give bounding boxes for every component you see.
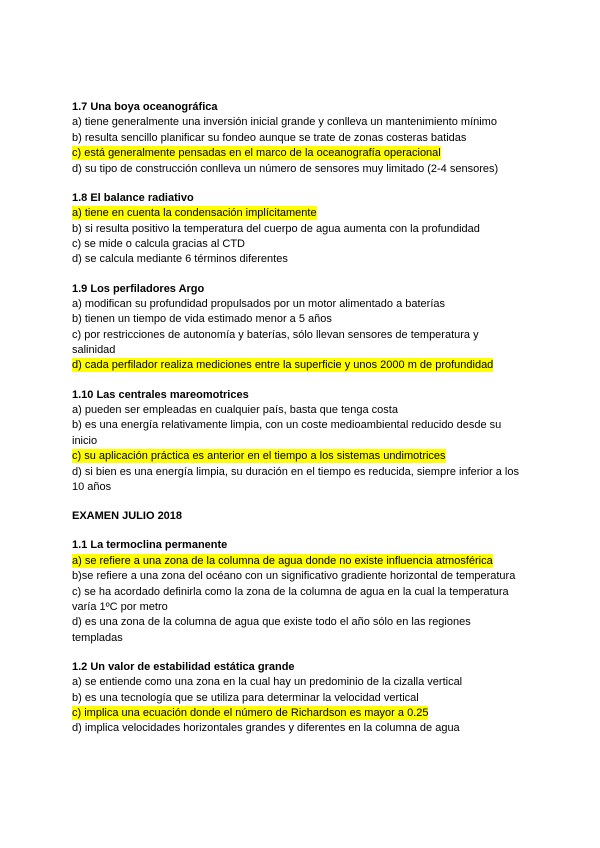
option-line <box>72 449 528 464</box>
option-a <box>72 675 528 690</box>
option-line <box>72 131 528 146</box>
question-heading: 1.9 Los perfiladores Argo <box>72 282 205 295</box>
option-a <box>72 115 528 130</box>
option-text: c) se mide o calcula gracias al CTD <box>72 237 246 250</box>
option-line <box>72 252 528 267</box>
option-text: 10 años <box>72 480 112 493</box>
option-text: a) pueden ser empleadas en cualquier país, basta que tenga costa <box>72 404 398 417</box>
option-text: c) se ha acordado definirla como la zona de la columna de agua en la cual la temperatura <box>72 585 509 598</box>
option-text: d) su tipo de construcción conlleva un número de sensores muy limitado (2-4 sensores) <box>72 162 499 175</box>
option-a <box>72 206 528 221</box>
option-text: d) implica velocidades horizontales grandes y diferentes en la columna de agua <box>72 722 460 735</box>
option-line <box>72 706 528 721</box>
option-text: b)se refiere a una zona del océano con un significativo gradiente horizontal de temperatura <box>72 570 516 583</box>
option-line <box>72 146 528 161</box>
option-b <box>72 569 528 584</box>
option-text: b) si resulta positivo la temperatura del cuerpo de agua aumenta con la profundidad <box>72 222 480 235</box>
option-text: b) es una energía relativamente limpia, con un coste medioambiental reducido desde su <box>72 419 502 432</box>
option-text: inicio <box>72 434 98 447</box>
option-b <box>72 418 528 449</box>
option-b <box>72 691 528 706</box>
option-text: a) se refiere a una zona de la columna de agua donde no existe influencia atmosférica <box>72 554 493 567</box>
question-heading: 1.2 Un valor de estabilidad estática grande <box>72 660 295 673</box>
option-line <box>72 343 528 358</box>
option-line <box>72 237 528 252</box>
option-line <box>72 480 528 495</box>
option-text: c) por restricciones de autonomía y baterías, sólo llevan sensores de temperatura y <box>72 328 479 341</box>
option-d <box>72 721 528 736</box>
option-c <box>72 146 528 161</box>
option-d <box>72 465 528 496</box>
option-d <box>72 358 528 373</box>
option-line <box>72 585 528 600</box>
option-text: d) cada perfilador realiza mediciones entre la superficie y unos 2000 m de profundidad <box>72 359 494 372</box>
option-d <box>72 252 528 267</box>
option-b <box>72 131 528 146</box>
option-text: templadas <box>72 631 123 644</box>
option-a <box>72 554 528 569</box>
option-line <box>72 115 528 130</box>
option-line <box>72 434 528 449</box>
option-line <box>72 721 528 736</box>
option-line <box>72 569 528 584</box>
option-text: d) se calcula mediante 6 términos diferentes <box>72 253 288 266</box>
option-line <box>72 328 528 343</box>
option-line <box>72 615 528 630</box>
question-1-8 <box>72 191 528 268</box>
option-line <box>72 297 528 312</box>
question-heading: 1.7 Una boya oceanográfica <box>72 101 218 113</box>
option-line <box>72 358 528 373</box>
question-1-7 <box>72 100 528 177</box>
option-line <box>72 206 528 221</box>
question-heading: 1.10 Las centrales mareomotrices <box>72 388 249 401</box>
question-1-2 <box>72 660 528 737</box>
option-text: a) se entiende como una zona en la cual hay un predominio de la cizalla vertical <box>72 676 463 689</box>
option-line <box>72 691 528 706</box>
option-d <box>72 615 528 646</box>
option-text: c) su aplicación práctica es anterior en el tiempo a los sistemas undimotrices <box>72 450 446 463</box>
question-1-10 <box>72 388 528 496</box>
option-line <box>72 222 528 237</box>
option-line <box>72 554 528 569</box>
option-a <box>72 403 528 418</box>
option-text: b) es una tecnología que se utiliza para determinar la velocidad vertical <box>72 691 419 704</box>
option-text: varía 1ºC por metro <box>72 600 168 613</box>
option-c <box>72 706 528 721</box>
option-b <box>72 222 528 237</box>
option-text: b) tienen un tiempo de vida estimado menor a 5 años <box>72 313 332 326</box>
option-c <box>72 449 528 464</box>
option-text: d) si bien es una energía limpia, su duración en el tiempo es reducida, siempre inferior a los <box>72 465 519 478</box>
option-line <box>72 403 528 418</box>
document-page <box>72 100 528 737</box>
option-text: a) tiene en cuenta la condensación implícitamente <box>72 207 317 220</box>
option-text: d) es una zona de la columna de agua que existe todo el año sólo en las regiones <box>72 616 471 629</box>
option-text: salinidad <box>72 344 116 357</box>
option-a <box>72 297 528 312</box>
option-d <box>72 162 528 177</box>
option-line <box>72 600 528 615</box>
option-text: c) está generalmente pensadas en el marco de la oceanografía operacional <box>72 147 441 160</box>
option-line <box>72 465 528 480</box>
option-c <box>72 237 528 252</box>
question-heading: 1.8 El balance radiativo <box>72 191 194 204</box>
option-line <box>72 675 528 690</box>
option-line <box>72 162 528 177</box>
option-c <box>72 328 528 359</box>
option-line <box>72 418 528 433</box>
option-c <box>72 585 528 616</box>
option-line <box>72 631 528 646</box>
option-text: c) implica una ecuación donde el número de Richardson es mayor a 0.25 <box>72 707 429 720</box>
question-heading: 1.1 La termoclina permanente <box>72 539 228 552</box>
option-text: a) tiene generalmente una inversión inicial grande y conlleva un mantenimiento mínimo <box>72 116 497 129</box>
option-line <box>72 312 528 327</box>
option-text: b) resulta sencillo planificar su fondeo aunque se trate de zonas costeras batidas <box>72 131 467 144</box>
option-text: a) modifican su profundidad propulsados por un motor alimentado a baterías <box>72 297 446 310</box>
question-1-9 <box>72 282 528 374</box>
exam-title: EXAMEN JULIO 2018 <box>72 510 183 523</box>
option-b <box>72 312 528 327</box>
question-1-1 <box>72 538 528 646</box>
